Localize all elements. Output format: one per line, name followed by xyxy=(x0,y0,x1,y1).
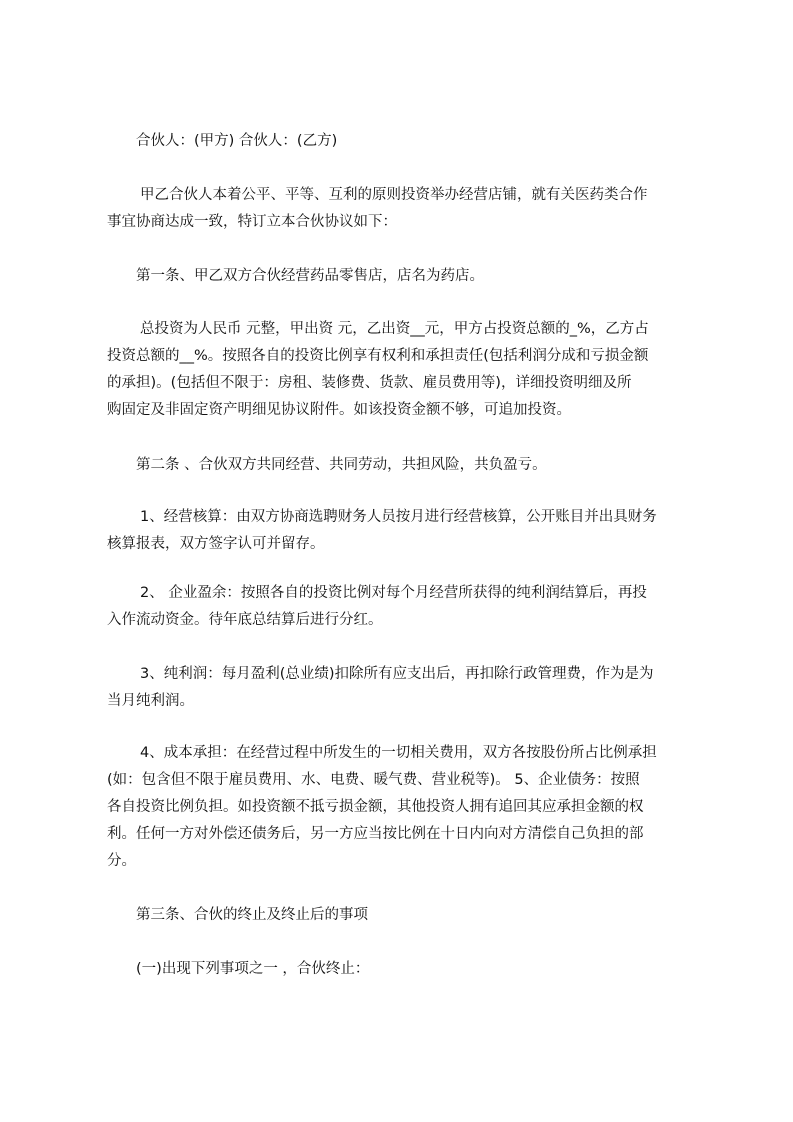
intro-line-2: 事宜协商达成一致，特订立本合伙协议如下： xyxy=(107,214,397,230)
item-4-line-1: 4、成本承担：在经营过程中所发生的一切相关费用，双方各按股份所占比例承担 xyxy=(140,745,657,761)
intro-paragraph xyxy=(107,182,719,236)
investment-line-4: 购固定及非固定资产明细见协议附件。如该投资金额不够，可追加投资。 xyxy=(107,402,571,418)
article-3-title xyxy=(136,902,716,929)
article-2-title-text: 第二条 、合伙双方共同经营、共同劳动，共担风险，共负盈亏。 xyxy=(136,457,547,473)
item-3-line-2: 当月纯利润。 xyxy=(107,693,194,709)
investment-paragraph xyxy=(107,316,719,424)
parties-text: 合伙人：(甲方) 合伙人：(乙方) xyxy=(136,133,338,149)
item-2-line-2: 入作流动资金。待年底总结算后进行分红。 xyxy=(107,612,383,628)
article-1-title xyxy=(136,263,716,290)
article-3-title-text: 第三条、合伙的终止及终止后的事项 xyxy=(136,907,368,923)
item-4-line-3: 各自投资比例负担。如投资额不抵亏损金额，其他投资人拥有追回其应承担金额的权 xyxy=(107,799,644,815)
item-2-line-1: 2、 企业盈余：按照各自的投资比例对每个月经营所获得的纯利润结算后，再投 xyxy=(140,585,647,601)
item-4-line-2: (如：包含但不限于雇员费用、水、电费、暖气费、营业税等)。 5、企业债务：按照 xyxy=(107,772,640,788)
article-2-title xyxy=(136,452,716,479)
item-3-paragraph xyxy=(107,661,719,715)
item-1-paragraph xyxy=(107,504,719,558)
article-1-title-text: 第一条、甲乙双方合伙经营药品零售店，店名为药店。 xyxy=(136,268,484,284)
item-4-line-4: 利。任何一方对外偿还债务后，另一方应当按比例在十日内向对方清偿自己负担的部 xyxy=(107,826,644,842)
item-3-line-1: 3、纯利润：每月盈利(总业绩)扣除所有应支出后，再扣除行政管理费，作为是为 xyxy=(140,666,654,682)
item-2-paragraph xyxy=(107,580,719,634)
investment-line-2: 投资总额的__%。按照各自的投资比例享有权利和承担责任(包括利润分成和亏损金额 xyxy=(107,348,649,364)
item-4-line-5: 分。 xyxy=(107,853,136,869)
termination-intro-text: (一)出现下列事项之一 ，合伙终止： xyxy=(136,961,370,977)
item-4-paragraph xyxy=(107,740,719,875)
item-1-line-2: 核算报表，双方签字认可并留存。 xyxy=(107,536,325,552)
investment-line-1: 总投资为人民币 元整，甲出资 元，乙出资__元，甲方占投资总额的_%，乙方占 xyxy=(140,321,649,337)
termination-intro xyxy=(136,956,716,983)
item-1-line-1: 1、经营核算：由双方协商选聘财务人员按月进行经营核算，公开账目并出具财务 xyxy=(140,509,657,525)
parties-line xyxy=(136,128,716,155)
intro-line-1: 甲乙合伙人本着公平、平等、互利的原则投资举办经营店铺，就有关医药类合作 xyxy=(140,187,648,203)
investment-line-3: 的承担)。(包括但不限于：房租、装修费、货款、雇员费用等)，详细投资明细及所 xyxy=(107,375,632,391)
